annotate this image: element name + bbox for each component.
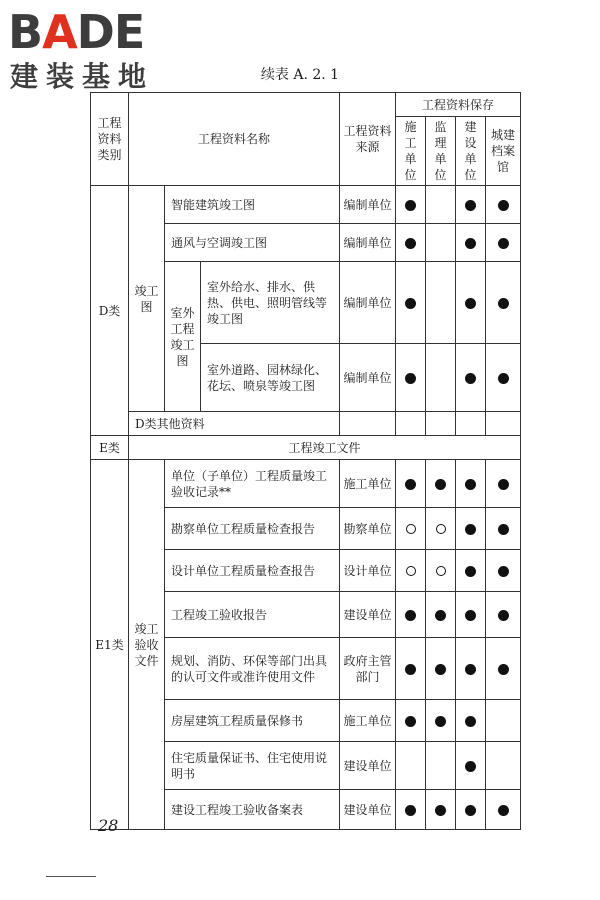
row-source: 编制单位 [340, 186, 396, 224]
filled-dot-icon [465, 524, 476, 535]
filled-dot-icon [498, 200, 509, 211]
filled-dot-icon [498, 298, 509, 309]
row-source: 施工单位 [340, 700, 396, 742]
filled-dot-icon [405, 479, 416, 490]
filled-dot-icon [405, 200, 416, 211]
filled-dot-icon [435, 479, 446, 490]
filled-dot-icon [498, 805, 509, 816]
row-source: 建设单位 [340, 742, 396, 790]
filled-dot-icon [405, 610, 416, 621]
storage-cell [396, 262, 426, 344]
storage-cell [426, 742, 456, 790]
storage-cell [396, 638, 426, 700]
filled-dot-icon [405, 298, 416, 309]
hollow-circle-icon [406, 524, 416, 534]
storage-cell [456, 742, 486, 790]
filled-dot-icon [405, 664, 416, 675]
filled-dot-icon [498, 479, 509, 490]
row-name: 勘察单位工程质量检查报告 [165, 508, 340, 550]
filled-dot-icon [405, 238, 416, 249]
storage-cell [426, 700, 456, 742]
filled-dot-icon [435, 805, 446, 816]
row-name: 通风与空调竣工图 [165, 224, 340, 262]
storage-cell [426, 638, 456, 700]
table-caption: 续表 A. 2. 1 [260, 67, 340, 83]
filled-dot-icon [435, 716, 446, 727]
row-source: 建设单位 [340, 592, 396, 638]
row-name: 室外道路、园林绿化、花坛、喷泉等竣工图 [201, 344, 340, 412]
storage-cell [426, 550, 456, 592]
filled-dot-icon [465, 761, 476, 772]
row-name: 工程竣工验收报告 [165, 592, 340, 638]
row-name: 智能建筑竣工图 [165, 186, 340, 224]
storage-cell [486, 344, 521, 412]
header-unit-construction: 施工单位 [396, 117, 426, 186]
header-name: 工程资料名称 [129, 93, 340, 186]
filled-dot-icon [465, 200, 476, 211]
storage-cell [486, 790, 521, 830]
filled-dot-icon [498, 373, 509, 384]
filled-dot-icon [465, 566, 476, 577]
filled-dot-icon [465, 716, 476, 727]
sub-category-drawings: 竣工图 [129, 186, 165, 412]
filled-dot-icon [498, 610, 509, 621]
filled-dot-icon [465, 664, 476, 675]
header-unit-owner: 建设单位 [456, 117, 486, 186]
filled-dot-icon [435, 610, 446, 621]
table-row [91, 412, 521, 436]
row-name: 室外给水、排水、供热、供电、照明管线等竣工图 [201, 262, 340, 344]
storage-cell [426, 186, 456, 224]
storage-cell [486, 460, 521, 508]
storage-cell [486, 550, 521, 592]
filled-dot-icon [405, 373, 416, 384]
storage-cell [456, 224, 486, 262]
table-row [91, 186, 521, 224]
hollow-circle-icon [406, 566, 416, 576]
storage-cell [486, 262, 521, 344]
footer-rule [46, 876, 96, 877]
row-source: 施工单位 [340, 460, 396, 508]
storage-cell [456, 550, 486, 592]
storage-cell [456, 508, 486, 550]
row-name: 住宅质量保证书、住宅使用说明书 [165, 742, 340, 790]
filled-dot-icon [465, 373, 476, 384]
storage-cell [396, 742, 426, 790]
storage-cell [396, 790, 426, 830]
table-row [91, 436, 521, 460]
storage-cell [456, 790, 486, 830]
category-d: D类 [91, 186, 129, 436]
logo-wordmark: BADE [8, 5, 145, 59]
storage-cell [456, 186, 486, 224]
storage-cell [426, 460, 456, 508]
storage-cell [426, 508, 456, 550]
row-name: 规划、消防、环保等部门出具的认可文件或准许使用文件 [165, 638, 340, 700]
storage-cell [396, 224, 426, 262]
storage-cell [486, 700, 521, 742]
storage-cell [426, 262, 456, 344]
e-title: 工程竣工文件 [129, 436, 521, 460]
storage-cell [426, 790, 456, 830]
storage-cell [486, 638, 521, 700]
header-storage: 工程资料保存 [396, 93, 521, 117]
storage-cell [456, 262, 486, 344]
filled-dot-icon [498, 524, 509, 535]
storage-cell [396, 700, 426, 742]
storage-cell [396, 344, 426, 412]
storage-cell [486, 742, 521, 790]
storage-cell [426, 344, 456, 412]
archive-table [90, 92, 521, 830]
filled-dot-icon [405, 805, 416, 816]
storage-cell [396, 592, 426, 638]
storage-cell [396, 550, 426, 592]
storage-cell [396, 508, 426, 550]
row-source: 编制单位 [340, 344, 396, 412]
d-other-label: D类其他资料 [129, 412, 340, 436]
storage-cell [486, 592, 521, 638]
hollow-circle-icon [436, 566, 446, 576]
table-row [91, 460, 521, 508]
row-source: 编制单位 [340, 262, 396, 344]
storage-cell [456, 344, 486, 412]
row-source: 政府主管部门 [340, 638, 396, 700]
header-unit-archive: 城建档案馆 [486, 117, 521, 186]
sub-category-outdoor: 室外工程竣工图 [165, 262, 201, 412]
storage-cell [486, 186, 521, 224]
storage-cell [426, 224, 456, 262]
row-source: 编制单位 [340, 224, 396, 262]
storage-cell [456, 460, 486, 508]
filled-dot-icon [405, 716, 416, 727]
storage-cell [426, 592, 456, 638]
filled-dot-icon [465, 610, 476, 621]
row-name: 房屋建筑工程质量保修书 [165, 700, 340, 742]
header-source: 工程资料来源 [340, 93, 396, 186]
category-e: E类 [91, 436, 129, 460]
filled-dot-icon [498, 238, 509, 249]
row-source: 设计单位 [340, 550, 396, 592]
storage-cell [456, 700, 486, 742]
filled-dot-icon [435, 664, 446, 675]
storage-cell [456, 592, 486, 638]
storage-cell [486, 224, 521, 262]
filled-dot-icon [498, 664, 509, 675]
filled-dot-icon [465, 298, 476, 309]
row-source: 勘察单位 [340, 508, 396, 550]
filled-dot-icon [465, 238, 476, 249]
storage-cell [456, 638, 486, 700]
logo-subtitle: 建装基地 [10, 60, 155, 93]
sub-category-acceptance: 竣工验收文件 [129, 460, 165, 830]
row-name: 建设工程竣工验收备案表 [165, 790, 340, 830]
storage-cell [396, 186, 426, 224]
row-name: 单位（子单位）工程质量竣工验收记录** [165, 460, 340, 508]
filled-dot-icon [465, 479, 476, 490]
row-name: 设计单位工程质量检查报告 [165, 550, 340, 592]
storage-cell [396, 460, 426, 508]
storage-cell [486, 508, 521, 550]
header-category: 工程资料类别 [91, 93, 129, 186]
header-unit-supervision: 监理单位 [426, 117, 456, 186]
page-number: 28 [98, 816, 119, 835]
category-e1: E1类 [91, 460, 129, 830]
filled-dot-icon [498, 566, 509, 577]
row-source: 建设单位 [340, 790, 396, 830]
filled-dot-icon [465, 805, 476, 816]
hollow-circle-icon [436, 524, 446, 534]
